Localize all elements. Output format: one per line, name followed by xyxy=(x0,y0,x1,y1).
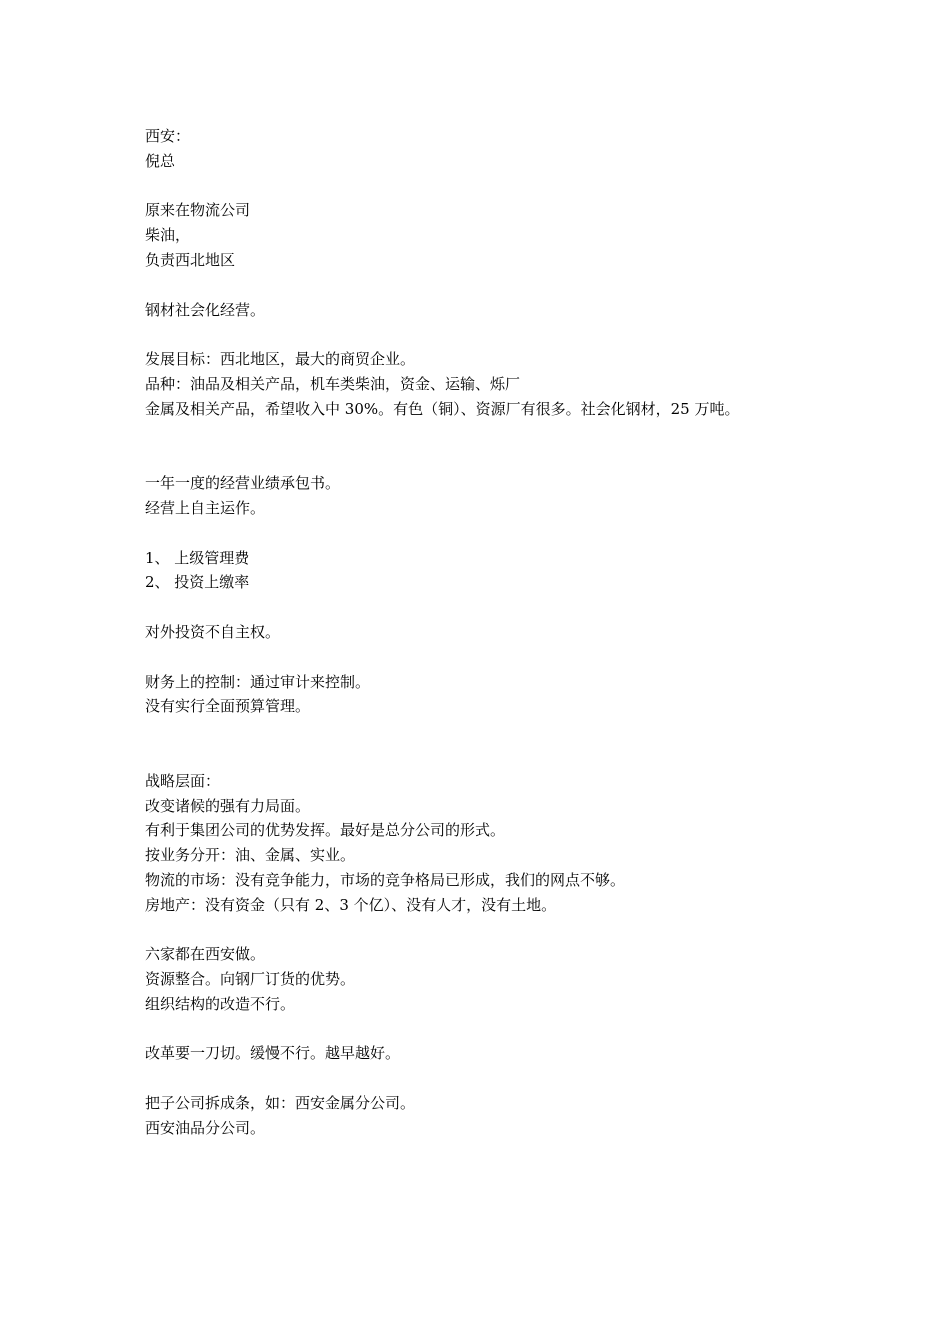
blank-line xyxy=(145,273,845,298)
text-line: 把子公司拆成条，如：西安金属分公司。 xyxy=(145,1094,416,1113)
blank-line xyxy=(145,446,845,471)
text-line: 改变诸候的强有力局面。 xyxy=(145,796,311,815)
text-line: 改革要一刀切。缓慢不行。越早越好。 xyxy=(145,1044,401,1063)
blank-line xyxy=(145,719,845,744)
section-heading: 战略层面： xyxy=(145,771,221,790)
text-line: 没有实行全面预算管理。 xyxy=(145,697,311,716)
text-line: 房地产：没有资金（只有 2、3 个亿）、没有人才，没有土地。 xyxy=(145,895,557,914)
text-line: 六家都在西安做。 xyxy=(145,945,266,964)
blank-line xyxy=(145,322,845,347)
text-line: 西安油品分公司。 xyxy=(145,1118,266,1137)
text-line: 财务上的控制：通过审计来控制。 xyxy=(145,672,371,691)
blank-line xyxy=(145,521,845,546)
text-line: 柴油， xyxy=(145,226,191,245)
text-line: 发展目标：西北地区，最大的商贸企业。 xyxy=(145,350,416,369)
text-line: 倪总 xyxy=(145,151,176,170)
text-line: 有利于集团公司的优势发挥。最好是总分公司的形式。 xyxy=(145,821,506,840)
text-line: 负责西北地区 xyxy=(145,250,236,269)
text-line: 对外投资不自主权。 xyxy=(145,622,281,641)
text-line: 品种：油品及相关产品，机车类柴油，资金、运输、烁厂 xyxy=(145,374,521,393)
blank-line xyxy=(145,1066,845,1091)
blank-line xyxy=(145,744,845,769)
document-body xyxy=(145,124,845,1141)
text-line: 一年一度的经营业绩承包书。 xyxy=(145,474,341,493)
text-line: 组织结构的改造不行。 xyxy=(145,994,296,1013)
list-item: 1、 上级管理费 xyxy=(145,548,250,567)
blank-line xyxy=(145,595,845,620)
text-line: 资源整合。向钢厂订货的优势。 xyxy=(145,970,356,989)
blank-line xyxy=(145,645,845,670)
text-line: 按业务分开：油、金属、实业。 xyxy=(145,846,356,865)
text-line: 原来在物流公司 xyxy=(145,201,251,220)
blank-line xyxy=(145,918,845,943)
text-line: 西安： xyxy=(145,127,191,145)
text-line: 经营上自主运作。 xyxy=(145,498,266,517)
blank-line xyxy=(145,422,845,447)
text-line: 物流的市场：没有竞争能力，市场的竞争格局已形成，我们的网点不够。 xyxy=(145,870,626,889)
blank-line xyxy=(145,174,845,199)
text-line: 金属及相关产品，希望收入中 30%。有色（铜）、资源厂有很多。社会化钢材，25 万吨。 xyxy=(145,399,740,418)
blank-line xyxy=(145,1017,845,1042)
list-item: 2、 投资上缴率 xyxy=(145,573,250,592)
text-line: 钢材社会化经营。 xyxy=(145,300,266,319)
